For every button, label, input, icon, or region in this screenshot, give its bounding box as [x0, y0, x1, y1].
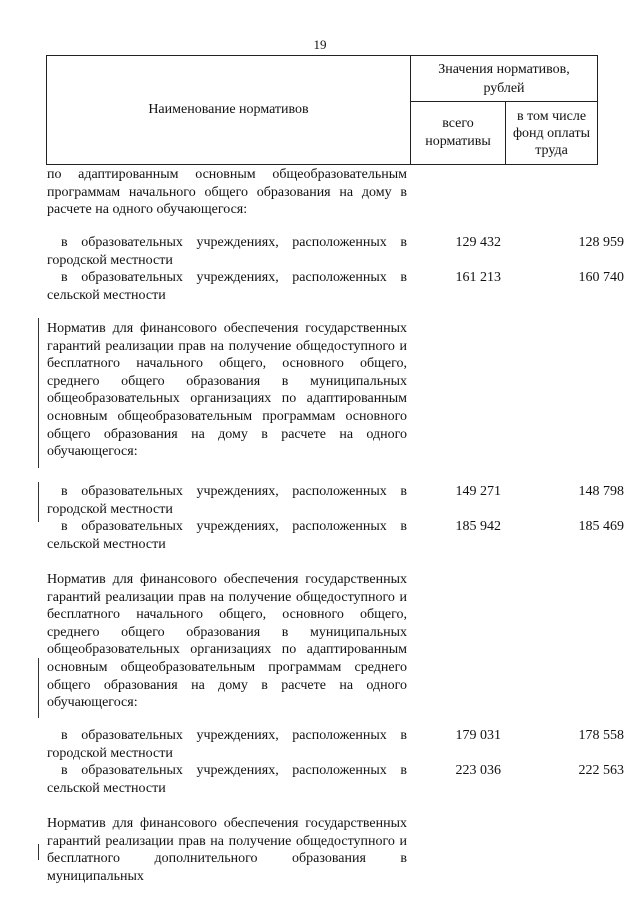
- row-total: 129 432: [455, 235, 501, 250]
- section-text: Норматив для финансового обеспечения государственных гарантий реализации прав на получение общедоступного и бесплатного начального общего, основного общего, среднего общего образования в муниципальных общеобразовательных организациях по адаптированным основным общеобразовательным программам основного общего образования на дому в расчете на одного обучающегося:: [47, 321, 407, 460]
- section-text: Норматив для финансового обеспечения государственных гарантий реализации прав на получение общедоступного и бесплатного дополнительного образования в муниципальных: [47, 816, 407, 884]
- margin-mark: [38, 482, 39, 522]
- row-wage-fund: 185 469: [578, 519, 624, 534]
- header-total-column: всего нормативы: [411, 102, 506, 164]
- row-wage-fund: 160 740: [578, 270, 624, 285]
- header-wage-fund-column: в том числе фонд оплаты труда: [512, 108, 591, 158]
- table-header: [46, 55, 598, 165]
- row-total: 185 942: [455, 519, 501, 534]
- row-label: в образовательных учреждениях, расположенных в сельской местности: [47, 763, 407, 796]
- row-wage-fund: 222 563: [578, 763, 624, 778]
- row-total: 179 031: [455, 728, 501, 743]
- row-total: 149 271: [455, 484, 501, 499]
- header-name-column: Наименование нормативов: [47, 56, 411, 164]
- row-wage-fund: 148 798: [578, 484, 624, 499]
- row-wage-fund: 128 959: [578, 235, 624, 250]
- row-label: в образовательных учреждениях, расположенных в городской местности: [47, 728, 407, 761]
- margin-mark: [38, 318, 39, 468]
- row-label: в образовательных учреждениях, расположенных в городской местности: [47, 235, 407, 268]
- row-total: 223 036: [455, 763, 501, 778]
- margin-mark: [38, 844, 39, 860]
- header-values-column: Значения нормативов, рублей: [411, 56, 597, 102]
- page-number: 19: [313, 37, 327, 52]
- row-total: 161 213: [455, 270, 501, 285]
- row-label: в образовательных учреждениях, расположенных в сельской местности: [47, 519, 407, 552]
- section-text: Норматив для финансового обеспечения государственных гарантий реализации прав на получение общедоступного и бесплатного начального общего, основного общего, среднего общего образования в муниципальных общеобразовательных организациях по адаптированным основным общеобразовательным программам среднего общего образования на дому в расчете на одного обучающегося:: [47, 572, 407, 711]
- row-label: в образовательных учреждениях, расположенных в сельской местности: [47, 270, 407, 303]
- row-label: в образовательных учреждениях, расположенных в городской местности: [47, 484, 407, 517]
- section-text: по адаптированным основным общеобразовательным программам начального общего образования на дому в расчете на одного обучающегося:: [47, 167, 407, 218]
- margin-mark: [38, 658, 39, 718]
- row-wage-fund: 178 558: [578, 728, 624, 743]
